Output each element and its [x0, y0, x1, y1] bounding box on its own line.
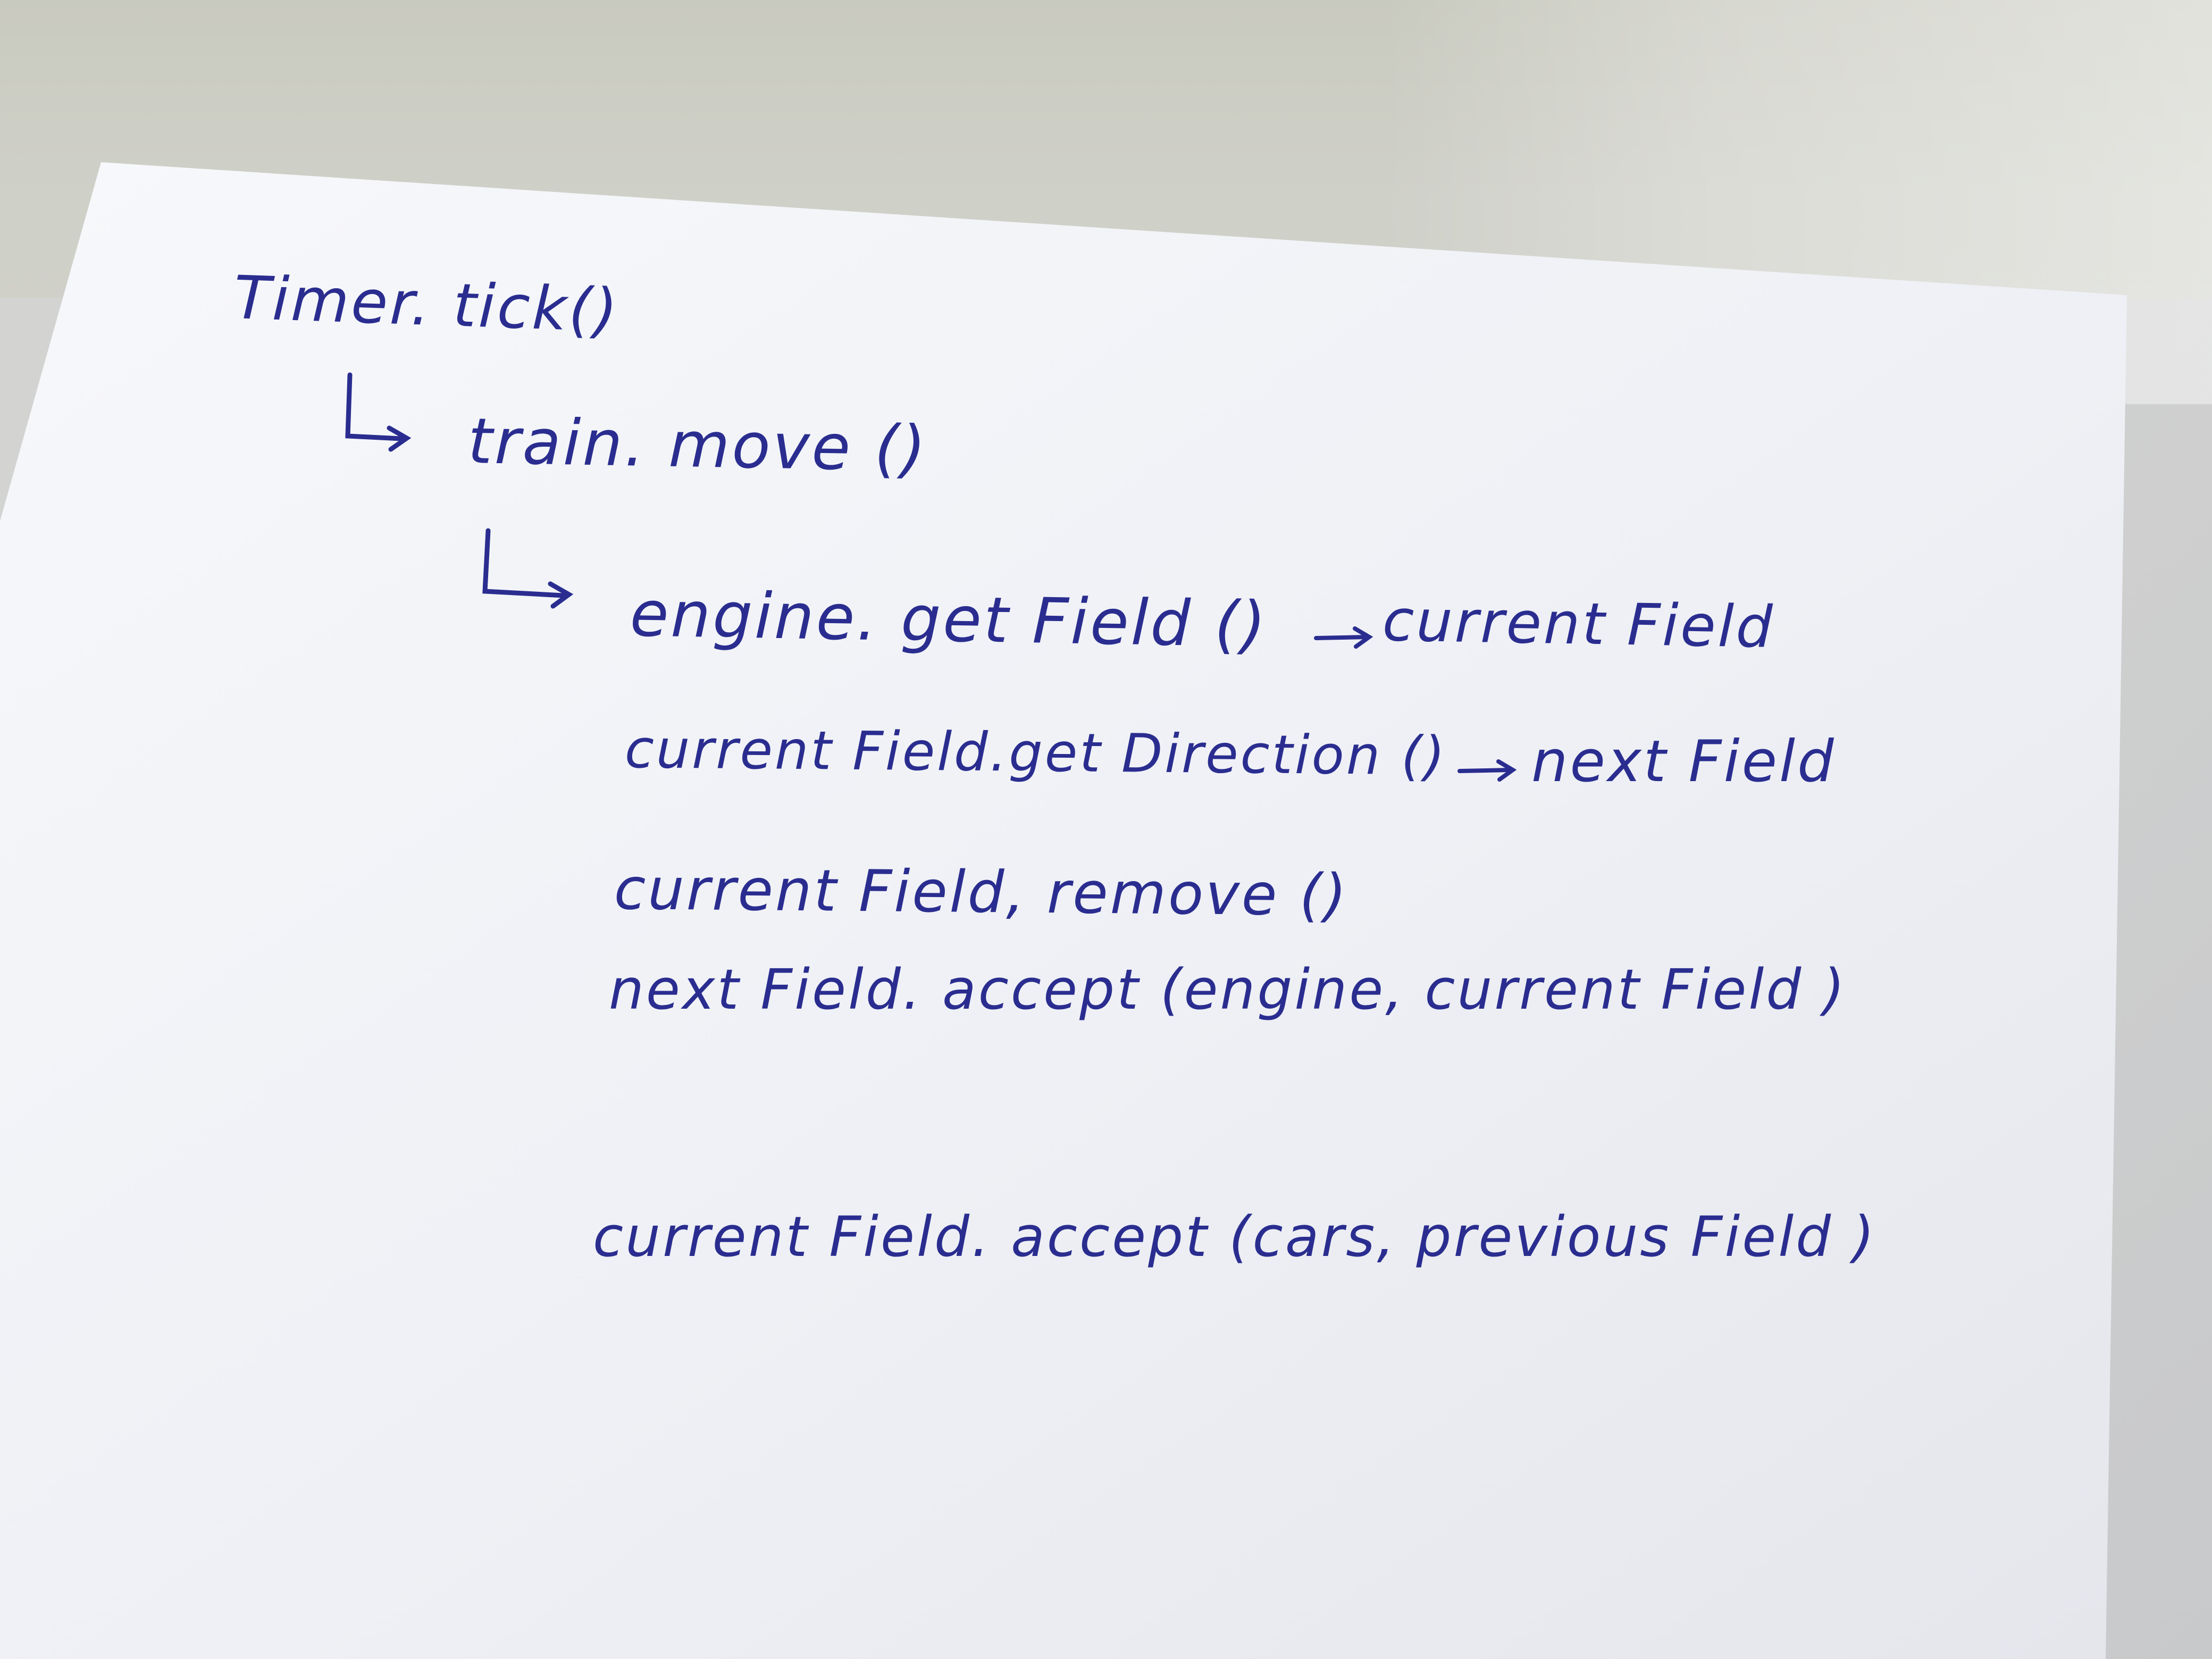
- note-line-4-result: next Field: [1531, 728, 1836, 795]
- note-line-4: current Field.get Direction (): [624, 718, 1447, 787]
- right-arrow-icon: [1313, 622, 1377, 654]
- note-line-6: next Field. accept (engine, current Field ): [609, 957, 1847, 1022]
- right-arrow-icon: [1457, 755, 1521, 787]
- note-line-7: current Field. accept (cars, previous Field ): [593, 1204, 1876, 1269]
- note-line-3-result: current Field: [1381, 588, 1775, 661]
- note-line-2: train. move (): [467, 404, 928, 486]
- note-line-1: Timer. tick(): [232, 263, 621, 346]
- note-line-5: current Field, remove (): [614, 856, 1349, 929]
- hook-arrow-icon: [473, 526, 590, 617]
- hook-arrow-icon: [340, 372, 425, 457]
- note-line-3: engine. get Field (): [629, 577, 1269, 661]
